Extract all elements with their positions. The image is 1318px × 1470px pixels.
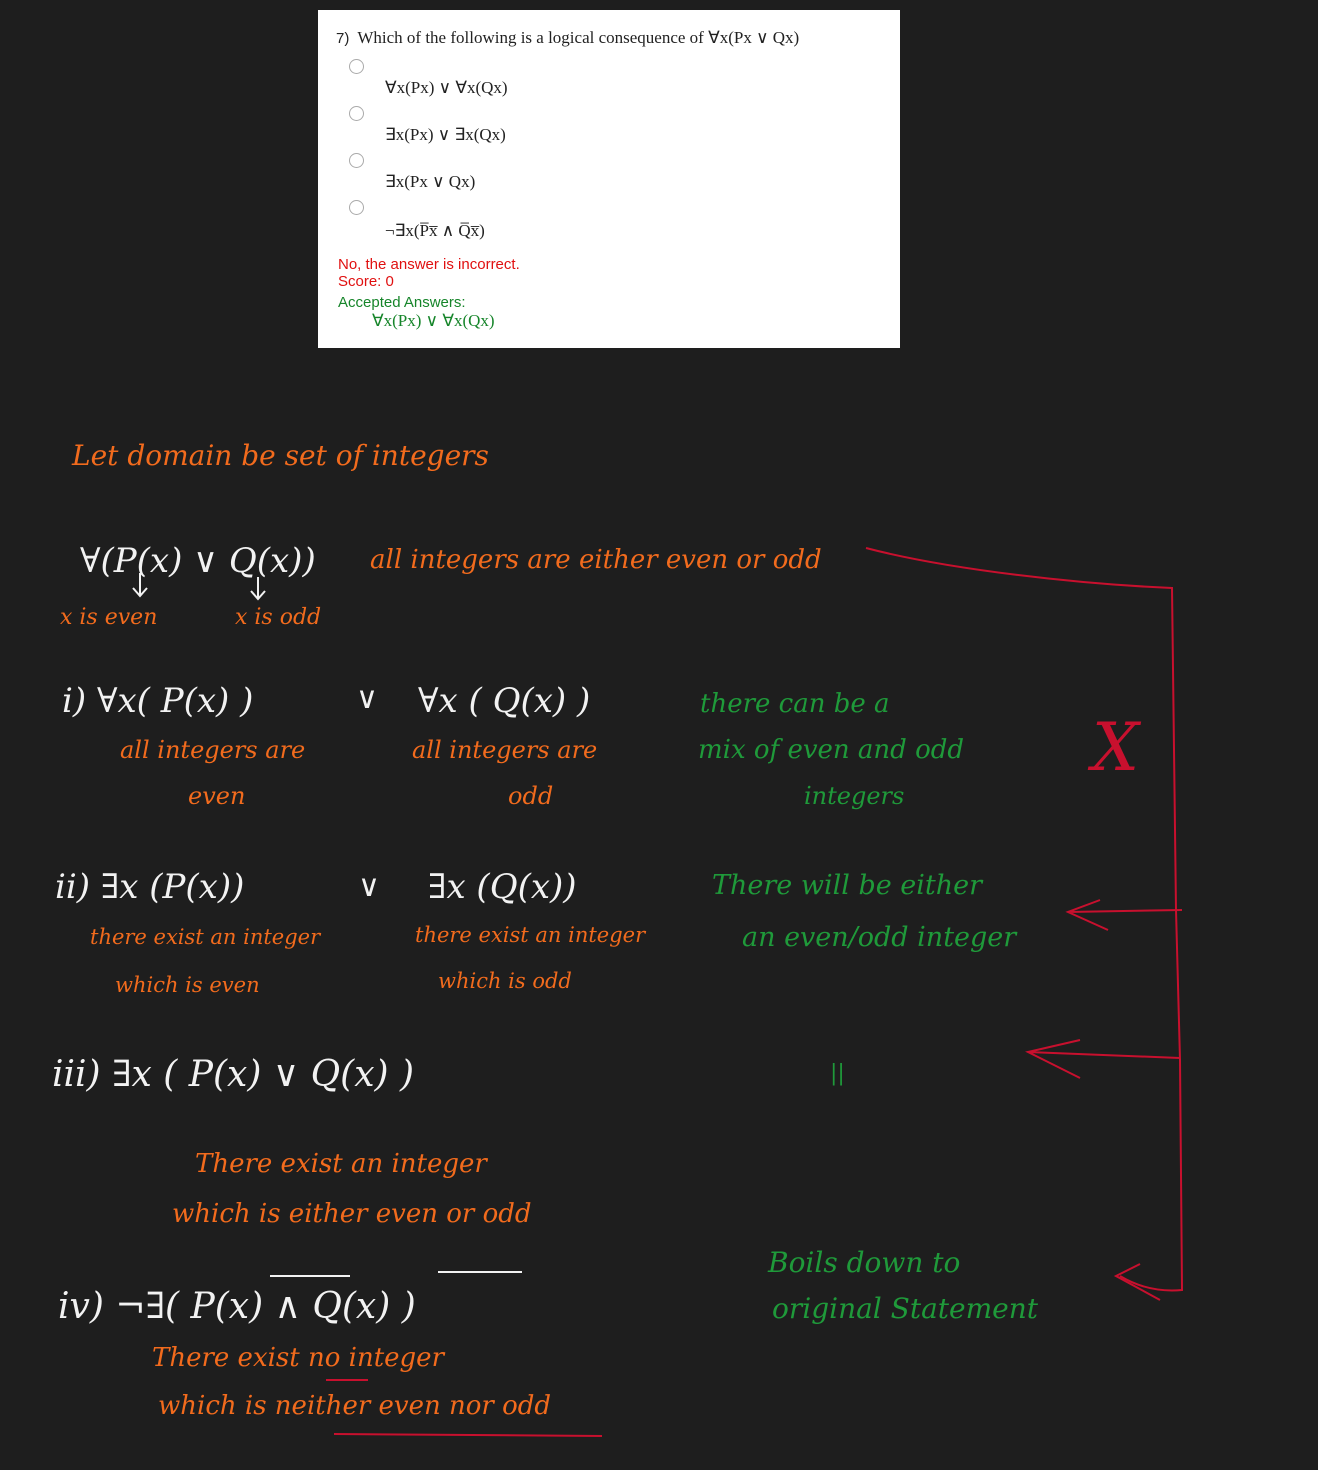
item3-line1: There exist an integer — [195, 1149, 487, 1179]
option-label-3: ∃x(Px ∨ Qx) — [385, 172, 476, 191]
underline-neither — [334, 1434, 602, 1436]
arrow-to-item2 — [1068, 900, 1182, 930]
question-text: Which of the following is a logical consequence of ∀x(Px ∨ Qx) — [357, 28, 800, 47]
cross-mark: X — [1092, 709, 1139, 786]
item1-formula-right: ∀x ( Q(x) ) — [418, 681, 591, 721]
arrow-to-item4 — [1116, 1264, 1160, 1300]
item1-comment-line2: mix of even and odd — [698, 735, 965, 765]
negation-bars — [270, 1272, 522, 1276]
score-text: Score: 0 — [338, 273, 394, 290]
bracket-line — [866, 548, 1182, 1290]
item2-right-line1: there exist an integer — [415, 923, 646, 947]
item1-or: ∨ — [356, 681, 378, 716]
statement-meaning: all integers are either even or odd — [370, 545, 822, 575]
item1-comment-line1: there can be a — [700, 689, 890, 719]
q-label: x is odd — [235, 605, 322, 630]
item2-right-line2: which is odd — [438, 969, 572, 993]
item2-formula-left: ii) ∃x (P(x)) — [55, 867, 245, 907]
arrow-to-item3 — [1028, 1040, 1180, 1078]
item4-line2: which is neither even nor odd — [158, 1391, 552, 1421]
item2-formula-right: ∃x (Q(x)) — [428, 867, 577, 907]
item1-left-line1: all integers are — [120, 736, 306, 764]
item1-formula-left: i) ∀x( P(x) ) — [62, 681, 254, 721]
item1-right-line2: odd — [508, 782, 554, 810]
item4-comment-line1: Boils down to — [768, 1246, 961, 1279]
item1-right-line1: all integers are — [412, 736, 598, 764]
question-number: 7) — [336, 30, 350, 47]
p-label: x is even — [60, 605, 158, 630]
item2-left-line1: there exist an integer — [90, 925, 321, 949]
option-label-4: ¬∃x(P̅x̅ ∧ Q̅x̅) — [385, 221, 485, 240]
item3-line2: which is either even or odd — [172, 1199, 532, 1229]
item2-or: ∨ — [358, 869, 380, 904]
feedback-message: No, the answer is incorrect. — [338, 256, 520, 273]
statement-formula: ∀(P(x) ∨ Q(x)) — [80, 541, 316, 581]
item3-formula: iii) ∃x ( P(x) ∨ Q(x) ) — [52, 1054, 415, 1095]
item2-comment-line2: an even/odd integer — [742, 922, 1017, 953]
notes-heading: Let domain be set of integers — [72, 439, 489, 472]
item1-comment-line3: integers — [804, 782, 905, 810]
item4-line1: There exist no integer — [152, 1343, 444, 1373]
accepted-answers-label: Accepted Answers: — [338, 294, 466, 311]
item4-comment-line2: original Statement — [772, 1292, 1039, 1325]
item1-left-line2: even — [188, 782, 246, 810]
item3-equal: || — [830, 1061, 845, 1086]
item2-comment-line1: There will be either — [712, 870, 983, 901]
item4-formula: iv) ¬∃( P(x) ∧ Q(x) ) — [58, 1286, 416, 1327]
option-label-1: ∀x(Px) ∨ ∀x(Qx) — [385, 78, 508, 97]
accepted-answer-value: ∀x(Px) ∨ ∀x(Qx) — [372, 311, 495, 330]
item2-left-line2: which is even — [115, 973, 260, 997]
option-label-2: ∃x(Px) ∨ ∃x(Qx) — [385, 125, 506, 144]
